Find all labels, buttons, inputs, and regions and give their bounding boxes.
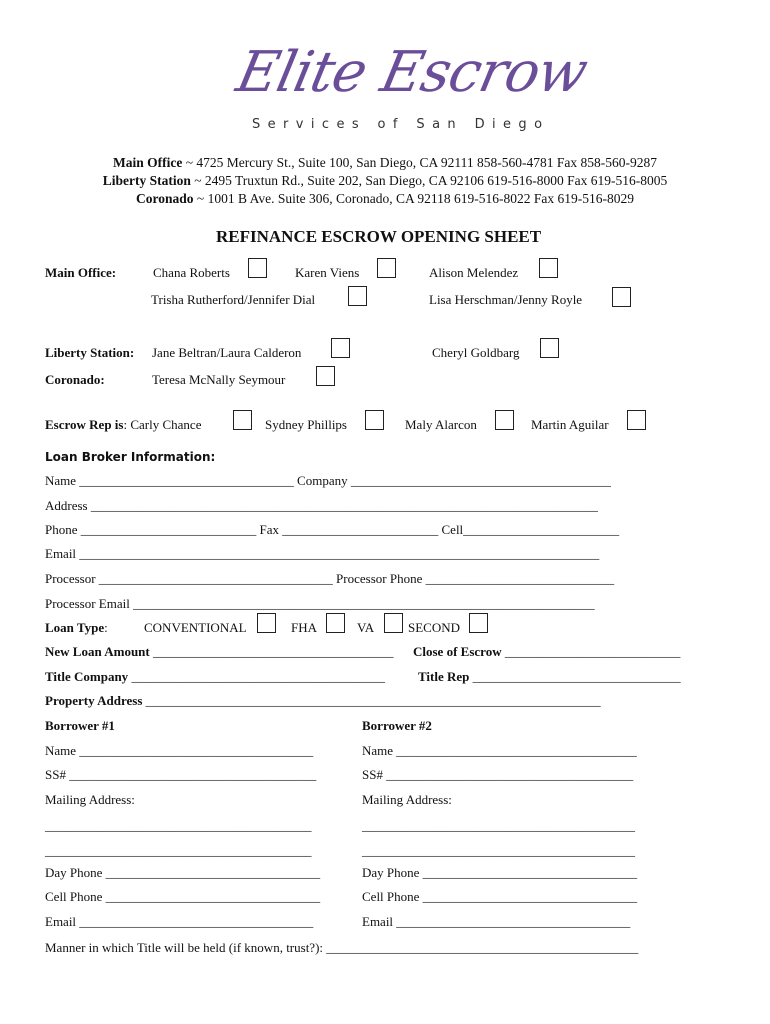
- checkbox-jane-laura[interactable]: [331, 338, 350, 358]
- option-conventional: CONVENTIONAL: [144, 620, 247, 635]
- borrower1-heading: Borrower #1: [45, 718, 115, 733]
- borrower1-email-field[interactable]: Email ____________________________________: [45, 914, 314, 929]
- property-address-label: Property Address: [45, 693, 143, 708]
- loan-broker-heading: Loan Broker Information:: [45, 450, 216, 464]
- option-karen-viens: Karen Viens: [295, 265, 360, 280]
- borrower2-day-phone-field[interactable]: Day Phone _________________________________: [362, 865, 638, 880]
- borrower2-ss-field[interactable]: SS# ______________________________________: [362, 767, 634, 782]
- checkbox-cheryl-goldbarg[interactable]: [540, 338, 559, 358]
- office-main-line: [0, 155, 770, 171]
- close-of-escrow-label: Close of Escrow: [413, 644, 502, 659]
- checkbox-karen-viens[interactable]: [377, 258, 396, 278]
- option-cheryl-goldbarg: Cheryl Goldbarg: [432, 345, 520, 360]
- broker-processor-email-field[interactable]: Processor Email _______________________________________________________________________: [45, 596, 595, 611]
- new-loan-amount-field[interactable]: [45, 644, 394, 660]
- checkbox-trisha-jennifer[interactable]: [348, 286, 367, 306]
- option-carly-chance: : Carly Chance: [123, 417, 202, 432]
- office-main-details: ~ 4725 Mercury St., Suite 100, San Diego, CA 92111 858-560-4781 Fax 858-560-9287: [182, 155, 657, 170]
- checkbox-alison-melendez[interactable]: [539, 258, 558, 278]
- option-va: VA: [357, 620, 375, 635]
- title-company-field[interactable]: [45, 669, 385, 685]
- borrower2-email-field[interactable]: Email ____________________________________: [362, 914, 631, 929]
- company-tagline: Services of San Diego: [252, 117, 550, 132]
- loan-type-colon: :: [104, 620, 108, 635]
- new-loan-amount-line: _____________________________________: [149, 644, 394, 659]
- checkbox-sydney-phillips[interactable]: [365, 410, 384, 430]
- broker-phone-fax-cell-field[interactable]: Phone ___________________________ Fax ________________________ Cell________________________: [45, 522, 620, 537]
- title-company-label: Title Company: [45, 669, 129, 684]
- property-address-field[interactable]: [45, 693, 601, 709]
- checkbox-fha[interactable]: [326, 613, 345, 633]
- broker-processor-field[interactable]: Processor ____________________________________ Processor Phone _____________________________: [45, 571, 615, 586]
- option-maly-alarcon: Maly Alarcon: [405, 417, 477, 432]
- new-loan-amount-label: New Loan Amount: [45, 644, 150, 659]
- borrower1-mailing-line-1[interactable]: _________________________________________: [45, 818, 312, 833]
- title-rep-line: ________________________________: [469, 669, 681, 684]
- checkbox-maly-alarcon[interactable]: [495, 410, 514, 430]
- borrower1-ss-field[interactable]: SS# ______________________________________: [45, 767, 317, 782]
- office-coronado-line: [0, 191, 770, 207]
- option-fha: FHA: [291, 620, 318, 635]
- borrower2-heading: Borrower #2: [362, 718, 432, 733]
- loan-type-label: Loan Type: [45, 620, 105, 635]
- office-liberty-line: [0, 173, 770, 189]
- form-title: REFINANCE ESCROW OPENING SHEET: [216, 227, 542, 246]
- company-logo: Elite Escrow: [231, 40, 593, 105]
- checkbox-chana-roberts[interactable]: [248, 258, 267, 278]
- option-trisha-jennifer: Trisha Rutherford/Jennifer Dial: [151, 292, 316, 307]
- escrow-rep-label: Escrow Rep is: [45, 417, 124, 432]
- checkbox-second[interactable]: [469, 613, 488, 633]
- office-coronado-details: ~ 1001 B Ave. Suite 306, Coronado, CA 92118 619-516-8022 Fax 619-516-8029: [193, 191, 634, 206]
- liberty-station-label: Liberty Station:: [45, 345, 135, 360]
- title-company-line: _______________________________________: [128, 669, 385, 684]
- borrower1-name-field[interactable]: Name ____________________________________: [45, 743, 314, 758]
- checkbox-martin-aguilar[interactable]: [627, 410, 646, 430]
- office-liberty-name: Liberty Station: [102, 173, 191, 188]
- borrower2-mailing-line-2[interactable]: __________________________________________: [362, 843, 635, 858]
- checkbox-conventional[interactable]: [257, 613, 276, 633]
- checkbox-va[interactable]: [384, 613, 403, 633]
- coronado-label: Coronado:: [45, 372, 105, 387]
- borrower2-cell-phone-field[interactable]: Cell Phone _________________________________: [362, 889, 638, 904]
- close-of-escrow-field[interactable]: [413, 644, 680, 660]
- borrower2-name-field[interactable]: Name _____________________________________: [362, 743, 637, 758]
- office-main-name: Main Office: [112, 155, 183, 170]
- borrower1-mailing-line-2[interactable]: _________________________________________: [45, 843, 312, 858]
- broker-address-field[interactable]: Address ______________________________________________________________________________: [45, 498, 598, 513]
- broker-name-company-field[interactable]: Name _________________________________ Company ________________________________________: [45, 473, 611, 488]
- option-alison-melendez: Alison Melendez: [429, 265, 519, 280]
- checkbox-carly-chance[interactable]: [233, 410, 252, 430]
- loan-type-line: [45, 620, 108, 636]
- option-second: SECOND: [408, 620, 461, 635]
- property-address-line: ______________________________________________________________________: [142, 693, 601, 708]
- office-liberty-details: ~ 2495 Truxtun Rd., Suite 202, San Diego, CA 92106 619-516-8000 Fax 619-516-8005: [190, 173, 668, 188]
- option-martin-aguilar: Martin Aguilar: [531, 417, 609, 432]
- title-rep-label: Title Rep: [418, 669, 470, 684]
- option-lisa-jenny: Lisa Herschman/Jenny Royle: [429, 292, 583, 307]
- escrow-rep-line: [45, 417, 201, 433]
- option-teresa-mcnally: Teresa McNally Seymour: [152, 372, 286, 387]
- broker-email-field[interactable]: Email ________________________________________________________________________________: [45, 546, 600, 561]
- office-coronado-name: Coronado: [136, 191, 194, 206]
- title-rep-field[interactable]: [418, 669, 681, 685]
- title-held-field[interactable]: Manner in which Title will be held (if known, trust?): ________________________________________________: [45, 940, 639, 955]
- option-jane-laura: Jane Beltran/Laura Calderon: [152, 345, 302, 360]
- option-sydney-phillips: Sydney Phillips: [265, 417, 347, 432]
- borrower1-mailing-label: Mailing Address:: [45, 792, 135, 807]
- borrower1-day-phone-field[interactable]: Day Phone _________________________________: [45, 865, 321, 880]
- borrower2-mailing-line-1[interactable]: __________________________________________: [362, 818, 635, 833]
- checkbox-lisa-jenny[interactable]: [612, 287, 631, 307]
- main-office-label: Main Office:: [45, 265, 117, 280]
- borrower2-mailing-label: Mailing Address:: [362, 792, 452, 807]
- checkbox-teresa-mcnally[interactable]: [316, 366, 335, 386]
- borrower1-cell-phone-field[interactable]: Cell Phone _________________________________: [45, 889, 321, 904]
- close-of-escrow-line: ___________________________: [501, 644, 681, 659]
- option-chana-roberts: Chana Roberts: [153, 265, 230, 280]
